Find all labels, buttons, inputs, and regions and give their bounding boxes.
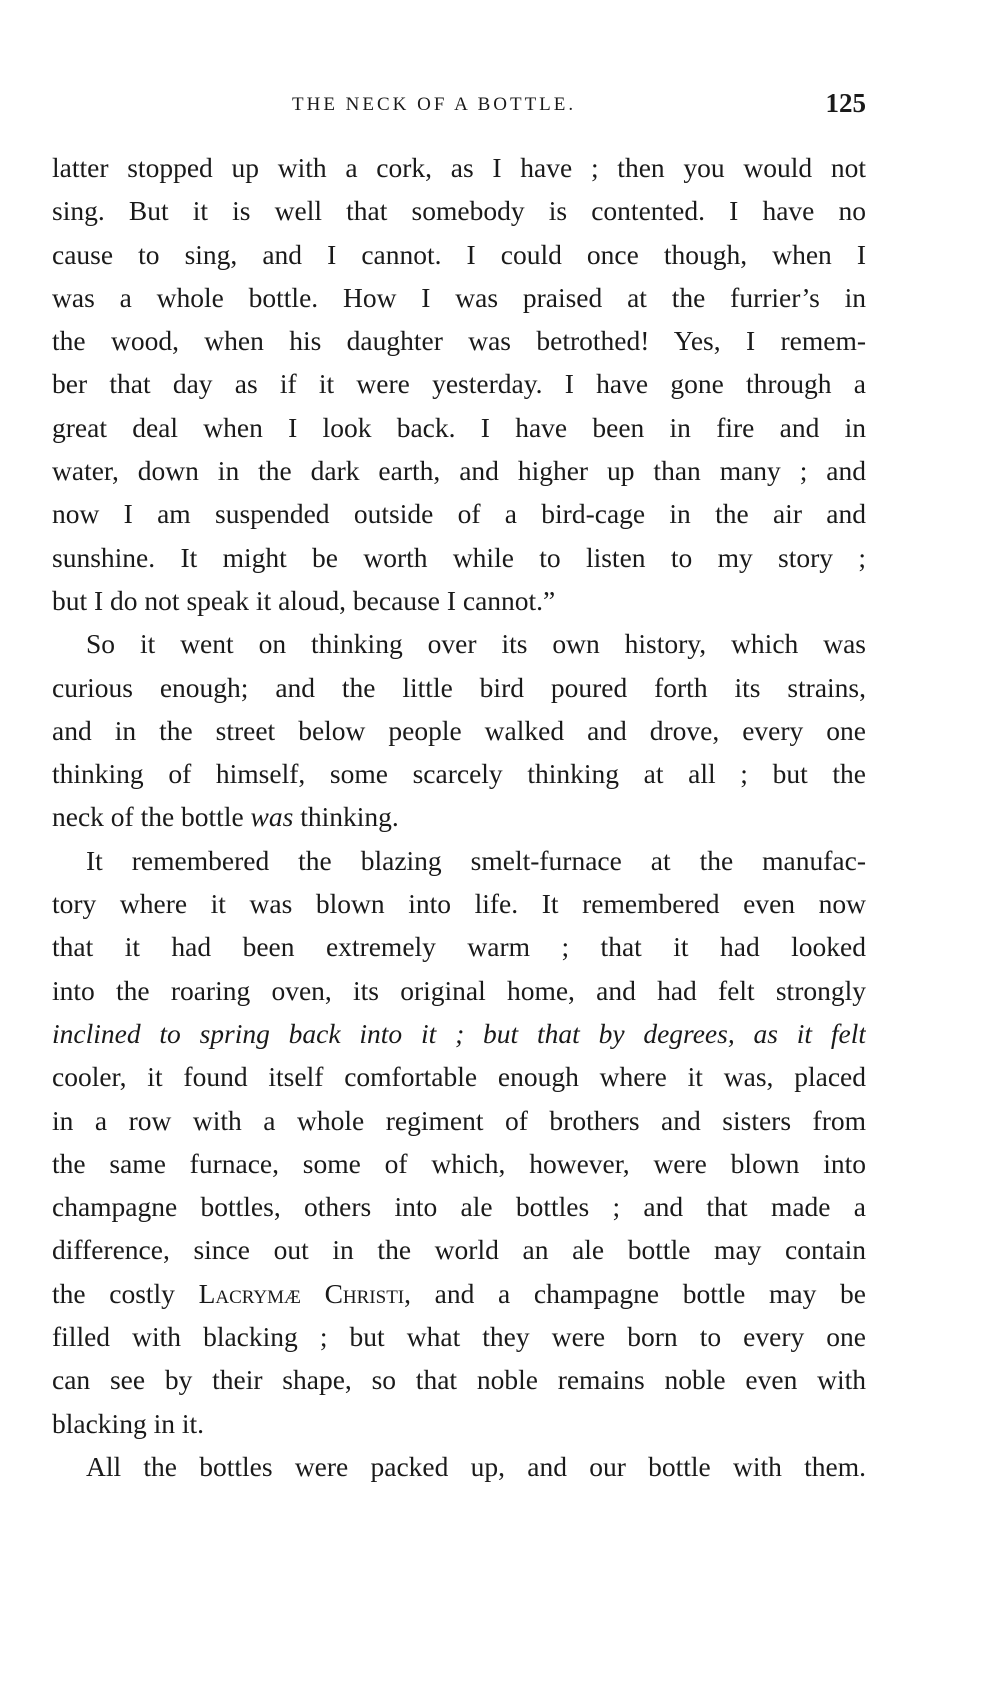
paragraph-1: [52, 146, 866, 622]
text-line: inclined to spring back into it ; but that by degrees, as it felt: [52, 1017, 866, 1049]
text-line: but I do not speak it aloud, because I cannot.”: [52, 584, 556, 616]
text-run: neck of the bottle: [52, 801, 251, 833]
page-body: [52, 146, 866, 1488]
emphasis-word: was: [250, 801, 294, 833]
text-line: sunshine. It might be worth while to listen to my story ;: [52, 541, 866, 573]
page-number: 125: [825, 88, 866, 118]
text-line: great deal when I look back. I have been in fire and in: [52, 411, 866, 443]
text-run: , and a champagne bottle may be: [404, 1277, 866, 1309]
text-line: latter stopped up with a cork, as I have ; then you would not: [52, 152, 866, 183]
text-line: the wood, when his daughter was betrothed! Yes, I remem-: [52, 325, 866, 357]
text-line: champagne bottles, others into ale bottles ; and that made a: [52, 1191, 866, 1223]
text-line: tory where it was blown into life. It remembered even now: [52, 888, 866, 920]
text-run: the costly: [52, 1277, 199, 1309]
text-line: All the bottles were packed up, and our bottle with them.: [86, 1450, 866, 1482]
text-line: can see by their shape, so that noble remains noble even with: [52, 1364, 866, 1396]
text-line: difference, since out in the world an ale bottle may contain: [52, 1234, 866, 1266]
text-line: blacking in it.: [52, 1407, 204, 1439]
wine-name: Lacrymæ Christi: [198, 1277, 405, 1309]
running-title: THE NECK OF A BOTTLE.: [292, 94, 577, 115]
text-line: and in the street below people walked and drove, every one: [52, 714, 866, 746]
text-line: ber that day as if it were yesterday. I have gone through a: [52, 368, 866, 400]
text-line: in a row with a whole regiment of brothers and sisters from: [52, 1104, 866, 1136]
paragraph-4: [52, 1445, 866, 1488]
text-line: sing. But it is well that somebody is contented. I have no: [52, 195, 866, 227]
paragraph-3: [52, 839, 866, 1445]
text-line: the same furnace, some of which, however, were blown into: [52, 1147, 866, 1179]
text-run: thinking.: [293, 801, 399, 833]
text-line: into the roaring oven, its original home, and had felt strongly: [52, 974, 866, 1006]
text-line: was a whole bottle. How I was praised at the furrier’s in: [52, 281, 866, 313]
text-line: filled with blacking ; but what they were born to every one: [52, 1321, 866, 1353]
text-line: that it had been extremely warm ; that it had looked: [52, 931, 866, 963]
text-line: curious enough; and the little bird poured forth its strains,: [52, 671, 866, 703]
text-line: water, down in the dark earth, and higher up than many ; and: [52, 455, 866, 487]
text-line: cause to sing, and I cannot. I could once though, when I: [52, 238, 866, 270]
text-line: cooler, it found itself comfortable enough where it was, placed: [52, 1061, 866, 1093]
text-line: It remembered the blazing smelt-furnace at the manufac-: [86, 844, 866, 876]
paragraph-2: [52, 622, 866, 838]
text-line: [52, 1272, 866, 1315]
text-line: now I am suspended outside of a bird-cage in the air and: [52, 498, 866, 530]
text-line: thinking of himself, some scarcely thinking at all ; but the: [52, 758, 866, 790]
running-header: [52, 88, 866, 128]
text-line: [52, 795, 866, 838]
text-line: So it went on thinking over its own history, which was: [86, 628, 866, 660]
